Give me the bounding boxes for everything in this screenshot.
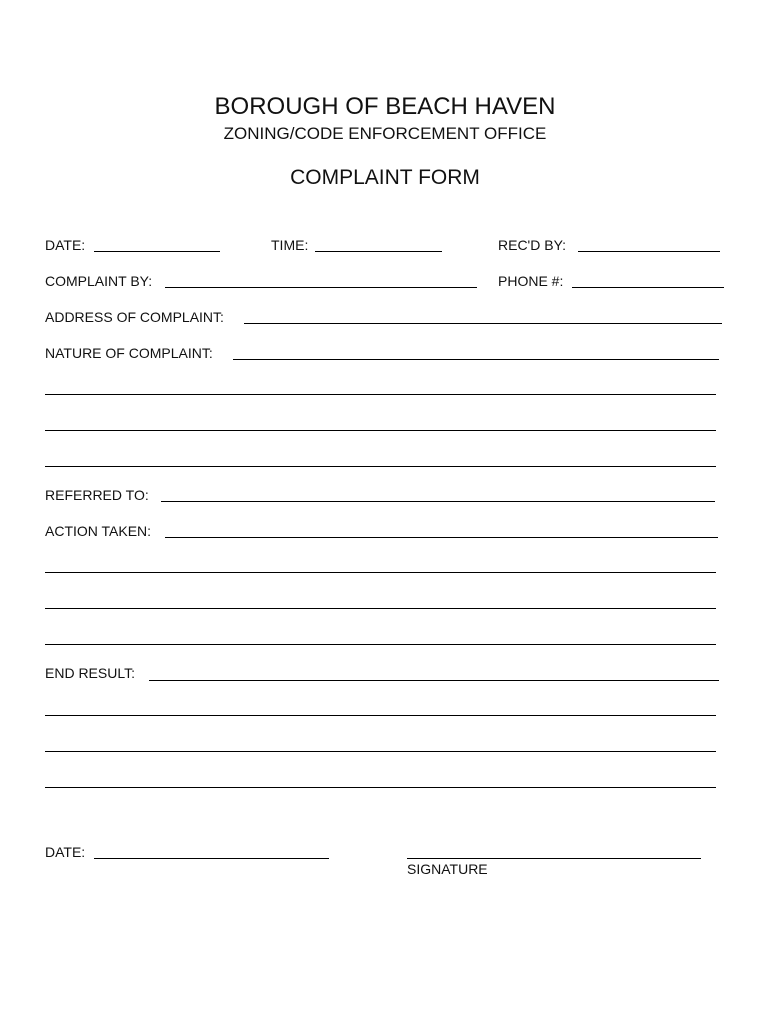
footer-date-field[interactable] bbox=[94, 858, 329, 859]
time-field[interactable] bbox=[315, 251, 442, 252]
referred-label: REFERRED TO: bbox=[45, 487, 149, 503]
end-result-field[interactable] bbox=[149, 680, 719, 681]
address-field[interactable] bbox=[244, 323, 722, 324]
action-continuation-line[interactable] bbox=[45, 572, 716, 573]
complaint-by-field[interactable] bbox=[165, 287, 477, 288]
end-result-continuation-line[interactable] bbox=[45, 715, 716, 716]
referred-field[interactable] bbox=[161, 501, 715, 502]
form-title: COMPLAINT FORM bbox=[290, 166, 480, 189]
action-continuation-line[interactable] bbox=[45, 608, 716, 609]
action-continuation-line[interactable] bbox=[45, 644, 716, 645]
date-label: DATE: bbox=[45, 237, 86, 253]
time-label: TIME: bbox=[271, 237, 309, 253]
recd-by-field[interactable] bbox=[578, 251, 720, 252]
recd-by-label: REC'D BY: bbox=[498, 237, 567, 253]
office-name: ZONING/CODE ENFORCEMENT OFFICE bbox=[223, 124, 547, 143]
date-field[interactable] bbox=[94, 251, 220, 252]
phone-label: PHONE #: bbox=[498, 273, 564, 289]
nature-continuation-line[interactable] bbox=[45, 394, 716, 395]
footer-date-label: DATE: bbox=[45, 844, 86, 860]
action-label: ACTION TAKEN: bbox=[45, 523, 152, 539]
nature-continuation-line[interactable] bbox=[45, 466, 716, 467]
action-field[interactable] bbox=[165, 537, 718, 538]
complaint-by-label: COMPLAINT BY: bbox=[45, 273, 153, 289]
end-result-continuation-line[interactable] bbox=[45, 751, 716, 752]
nature-field[interactable] bbox=[233, 359, 719, 360]
nature-label: NATURE OF COMPLAINT: bbox=[45, 345, 213, 361]
end-result-label: END RESULT: bbox=[45, 665, 135, 681]
signature-label: SIGNATURE bbox=[407, 861, 488, 877]
nature-continuation-line[interactable] bbox=[45, 430, 716, 431]
end-result-continuation-line[interactable] bbox=[45, 787, 716, 788]
address-label: ADDRESS OF COMPLAINT: bbox=[45, 309, 224, 325]
org-name: BOROUGH OF BEACH HAVEN bbox=[214, 93, 556, 120]
phone-field[interactable] bbox=[572, 287, 724, 288]
signature-field[interactable] bbox=[407, 858, 701, 859]
